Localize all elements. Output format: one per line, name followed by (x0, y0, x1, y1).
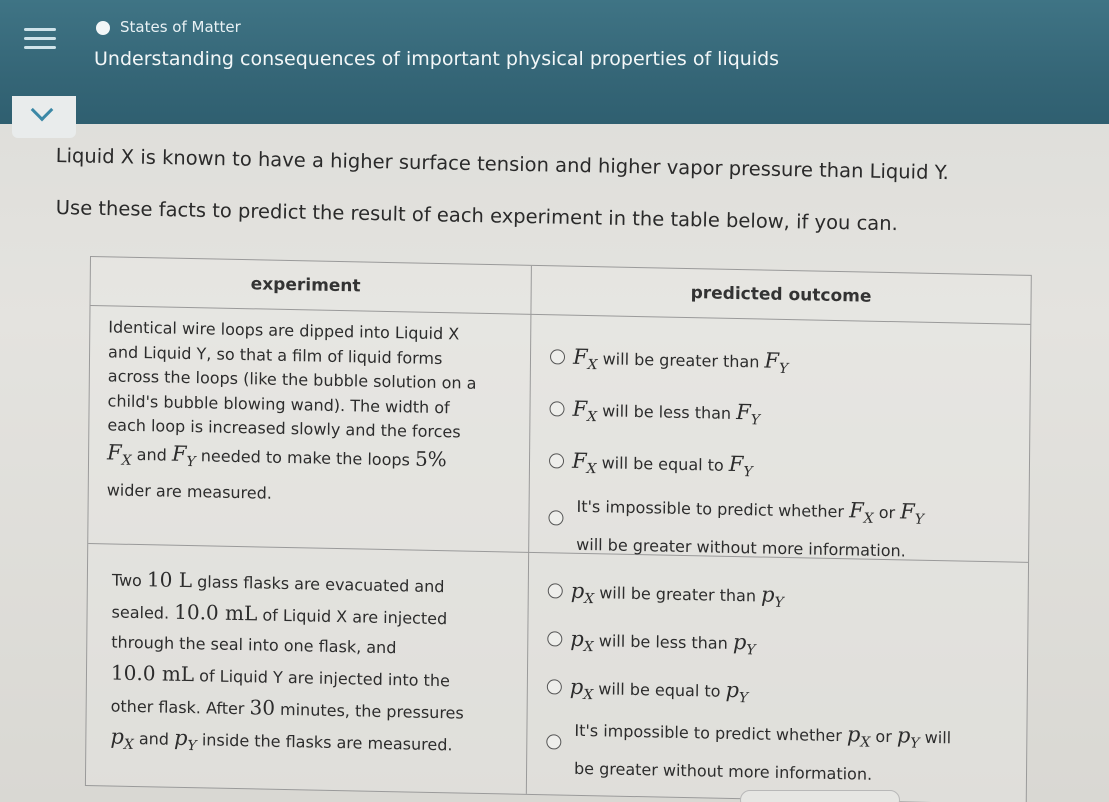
force-symbol: F (107, 439, 122, 465)
subscript: X (121, 452, 132, 469)
radio-button[interactable] (549, 453, 564, 468)
option-text: It's impossible to predict whether (576, 496, 845, 522)
force-symbol: F (171, 441, 187, 466)
pressure-symbol: p (761, 582, 775, 607)
force-symbol: F (572, 396, 588, 422)
option-text: will be greater than (599, 583, 757, 606)
chevron-down-icon (31, 99, 54, 122)
outcome-option-1-4[interactable] (548, 488, 924, 568)
option-text: will be greater than (602, 349, 760, 372)
subscript: Y (750, 412, 761, 429)
exp1-line: across the loops (like the bubble solution on a (107, 366, 477, 393)
subscript: Y (910, 735, 920, 752)
subscript: X (584, 590, 595, 608)
radio-button[interactable] (547, 631, 562, 646)
subscript: Y (774, 594, 784, 611)
subscript: X (123, 736, 134, 753)
exp1-line: Identical wire loops are dipped into Liquid X (108, 317, 460, 344)
percent-value: 5% (414, 446, 447, 471)
time-value: 30 (249, 695, 276, 720)
subscript: Y (743, 464, 753, 481)
outcome-option-2-2[interactable] (547, 626, 756, 658)
subscript: X (587, 357, 598, 374)
option-line (576, 489, 924, 536)
subscript: X (860, 734, 871, 751)
option-or: or (875, 726, 892, 747)
exp1-and: and (136, 444, 167, 465)
volume-value: 10.0 mL (174, 599, 258, 626)
force-symbol: F (571, 448, 587, 474)
column-header-experiment: experiment (250, 274, 361, 297)
experiment-1-description (107, 315, 529, 511)
page-title: Understanding consequences of important physical properties of liquids (94, 48, 780, 70)
option-text: will be less than (602, 401, 732, 423)
pressure-symbol: p (173, 725, 188, 751)
subscript: X (583, 638, 594, 656)
radio-button[interactable] (547, 679, 562, 694)
radio-button[interactable] (548, 583, 563, 598)
exp2-text: inside the flasks are measured. (201, 730, 453, 755)
exp2-text: other flask. After (110, 696, 245, 719)
pressure-symbol: p (570, 578, 585, 603)
option-text: will be equal to (598, 679, 721, 701)
volume-value: 10.0 mL (110, 660, 195, 687)
option-text: be greater without more information. (573, 758, 873, 784)
subscript: X (863, 510, 874, 527)
topic-label: States of Matter (120, 18, 241, 36)
force-symbol: F (900, 499, 915, 524)
problem-statement: Liquid X is known to have a higher surface tension and higher vapor pressure than Liquid Y. (55, 144, 950, 185)
option-text: will be greater without more information. (576, 534, 906, 561)
pressure-symbol: p (569, 674, 584, 699)
outcome-option-2-3[interactable] (547, 674, 749, 706)
outcome-option-2-1[interactable] (548, 578, 784, 611)
force-symbol: F (736, 400, 751, 425)
force-symbol: F (572, 344, 588, 370)
option-or: or (878, 502, 896, 523)
exp2-text: Two (111, 570, 142, 591)
exp2-text: minutes, the pressures (279, 699, 464, 723)
volume-value: 10 L (146, 567, 193, 593)
pressure-symbol: p (725, 677, 740, 703)
menu-icon[interactable] (20, 22, 60, 56)
subscript: Y (186, 453, 196, 470)
exp1-tail: needed to make the loops (200, 445, 410, 469)
subscript: X (586, 461, 597, 478)
collapse-button[interactable] (12, 96, 76, 138)
exp1-line: each loop is increased slowly and the forces (107, 415, 461, 442)
pressure-symbol: p (896, 723, 911, 748)
pressure-symbol: p (110, 724, 124, 749)
outcome-option-1-3[interactable] (549, 448, 753, 480)
prediction-table (85, 256, 1032, 802)
problem-instructions: Use these facts to predict the result of each experiment in the table below, if you can. (55, 196, 899, 236)
subscript: X (586, 409, 598, 426)
exp2-text: glass flasks are evacuated and (197, 572, 445, 597)
pressure-symbol: p (732, 629, 747, 655)
bottom-button[interactable] (740, 790, 900, 802)
exp2-text: and (138, 729, 170, 749)
pressure-symbol: p (570, 626, 584, 651)
exp2-text: sealed. (111, 602, 170, 623)
force-symbol: F (764, 348, 780, 373)
pressure-symbol: p (846, 722, 861, 747)
outcome-option-2-4[interactable] (546, 712, 951, 792)
exp2-line: through the seal into one flask, and (111, 632, 397, 658)
exp2-text: of Liquid Y are injected into the (199, 666, 450, 691)
option-text: will be less than (598, 631, 728, 653)
option-text: will (924, 727, 952, 748)
option-text: It's impossible to predict whether (574, 720, 842, 746)
radio-button[interactable] (548, 510, 563, 525)
exp1-line: and Liquid Y, so that a film of liquid forms (107, 341, 443, 368)
force-symbol: F (728, 451, 744, 477)
radio-button[interactable] (550, 349, 565, 364)
subscript: Y (187, 738, 197, 755)
subscript: Y (738, 690, 749, 707)
outcome-option-1-1[interactable] (550, 344, 789, 377)
option-text: will be equal to (601, 453, 724, 475)
subscript: Y (778, 360, 789, 378)
radio-button[interactable] (549, 401, 564, 416)
subscript: Y (746, 642, 756, 659)
experiment-2-description (110, 564, 532, 768)
force-symbol: F (849, 498, 864, 523)
topic-status-icon (96, 21, 110, 35)
radio-button[interactable] (546, 734, 561, 749)
subscript: Y (914, 511, 925, 528)
page-header (0, 0, 1109, 124)
exp2-text: of Liquid X are injected (262, 605, 448, 629)
subscript: X (583, 686, 594, 704)
outcome-option-1-2[interactable] (549, 396, 760, 428)
exp1-line: wider are measured. (106, 480, 273, 503)
exp2-line (110, 722, 530, 768)
exp1-line: child's bubble blowing wand). The width of (107, 390, 450, 417)
exp1-line (107, 440, 527, 481)
column-header-outcome: predicted outcome (690, 283, 872, 307)
